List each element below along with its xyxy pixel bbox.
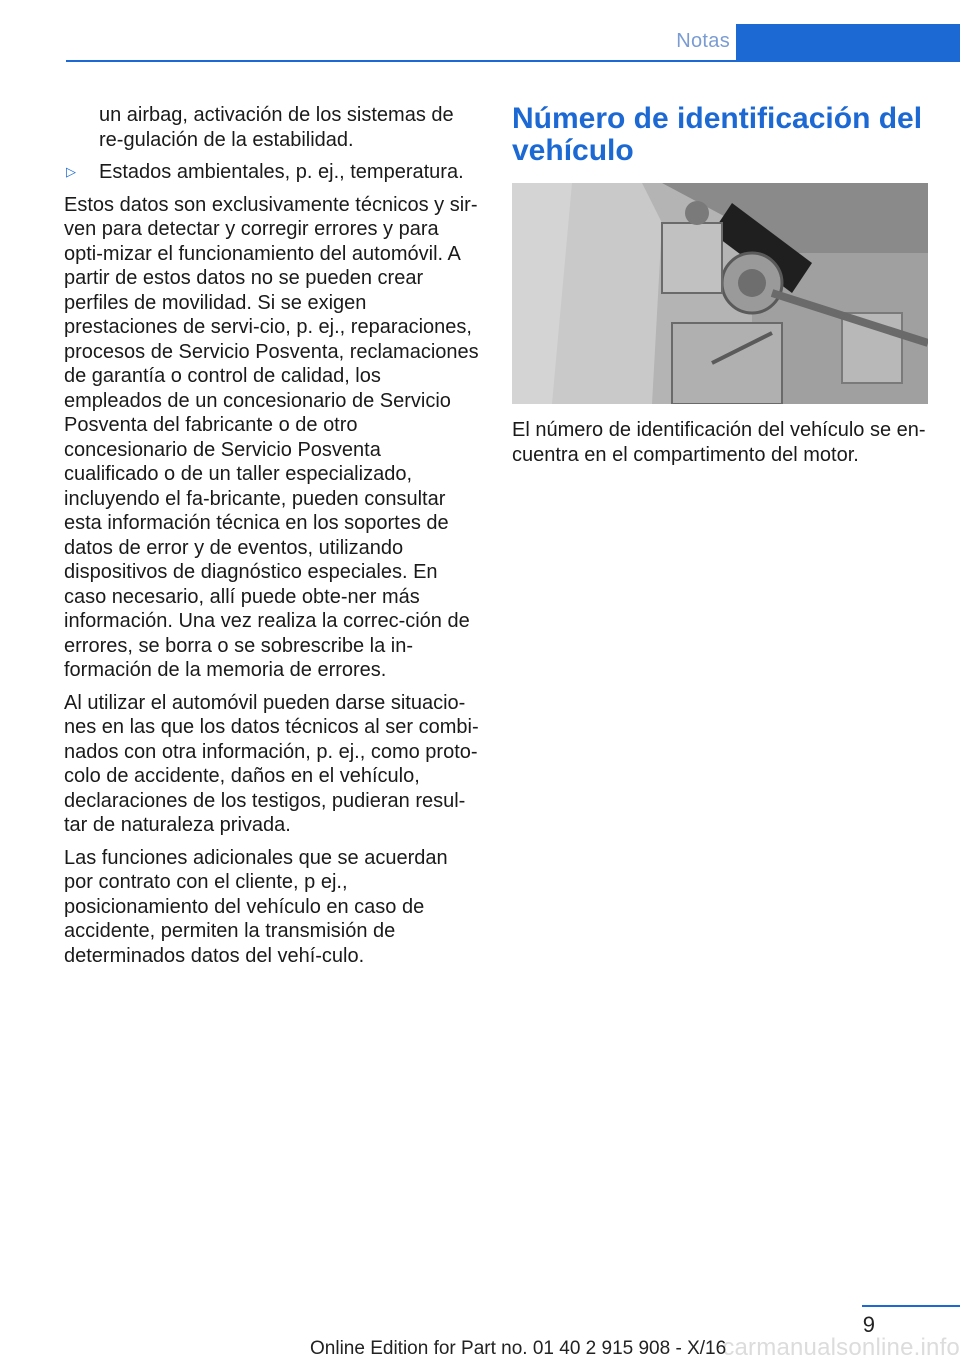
right-column <box>512 103 928 475</box>
header-section-title: Notas <box>676 30 730 52</box>
bullet-item <box>64 160 480 185</box>
paragraph: Al utilizar el automóvil pueden darse situacio-nes en las que los datos técnicos al ser combi-nados con otra información, p. ej., como proto-colo de accidente, daños en el vehículo, declaraciones de los testigos, pudieran resul-tar de naturaleza privada. <box>64 691 479 836</box>
bullet-text: Estados ambientales, p. ej., temperatura. <box>99 161 464 183</box>
engine-compartment-photo <box>512 183 928 404</box>
watermark-text: carmanualsonline.info <box>722 1334 960 1361</box>
triangle-right-icon: ▷ <box>66 164 76 179</box>
page-number: 9 <box>862 1312 875 1337</box>
paragraph: Estos datos son exclusivamente técnicos y sir-ven para detectar y corregir errores y para opti-mizar el funcionamiento del automóvil. A partir de estos datos no se pueden crear perfiles de movilidad. Si se exigen prestaciones de servi-cio, p. ej., reparaciones, procesos de Servicio Posventa, reclamaciones de garantía o control de calidad, los empleados de un concesionario de Servicio Posventa del fabricante o de otro concesionario de Servicio Posventa cualificado o de un taller especializado, incluyendo el fa-bricante, pueden consultar esta información técnica en los soportes de datos de error y de eventos, utilizando dispositivos de diagnóstico especiales. En caso necesario, allí puede obte-ner más información. Una vez realiza la correc-ción de errores, se borra o se sobrescribe la in-formación de la memoria de errores. <box>64 193 479 681</box>
section-title: Número de identificación del vehículo <box>512 102 923 167</box>
continuation-text: un airbag, activación de los sistemas de re-gulación de la estabilidad. <box>99 104 454 151</box>
footer-rule <box>862 1305 960 1307</box>
paragraph: El número de identificación del vehículo se en-cuentra en el compartimento del motor. <box>512 419 926 466</box>
left-column <box>64 103 480 976</box>
paragraph: Las funciones adicionales que se acuerdan por contrato con el cliente, p ej., posicionamiento del vehículo en caso de accidente, permiten la transmisión de determinados datos del vehí-culo. <box>64 846 448 967</box>
header-accent-block <box>736 24 960 62</box>
edition-text: Online Edition for Part no. 01 40 2 915 908 - X/16 <box>310 1338 727 1359</box>
